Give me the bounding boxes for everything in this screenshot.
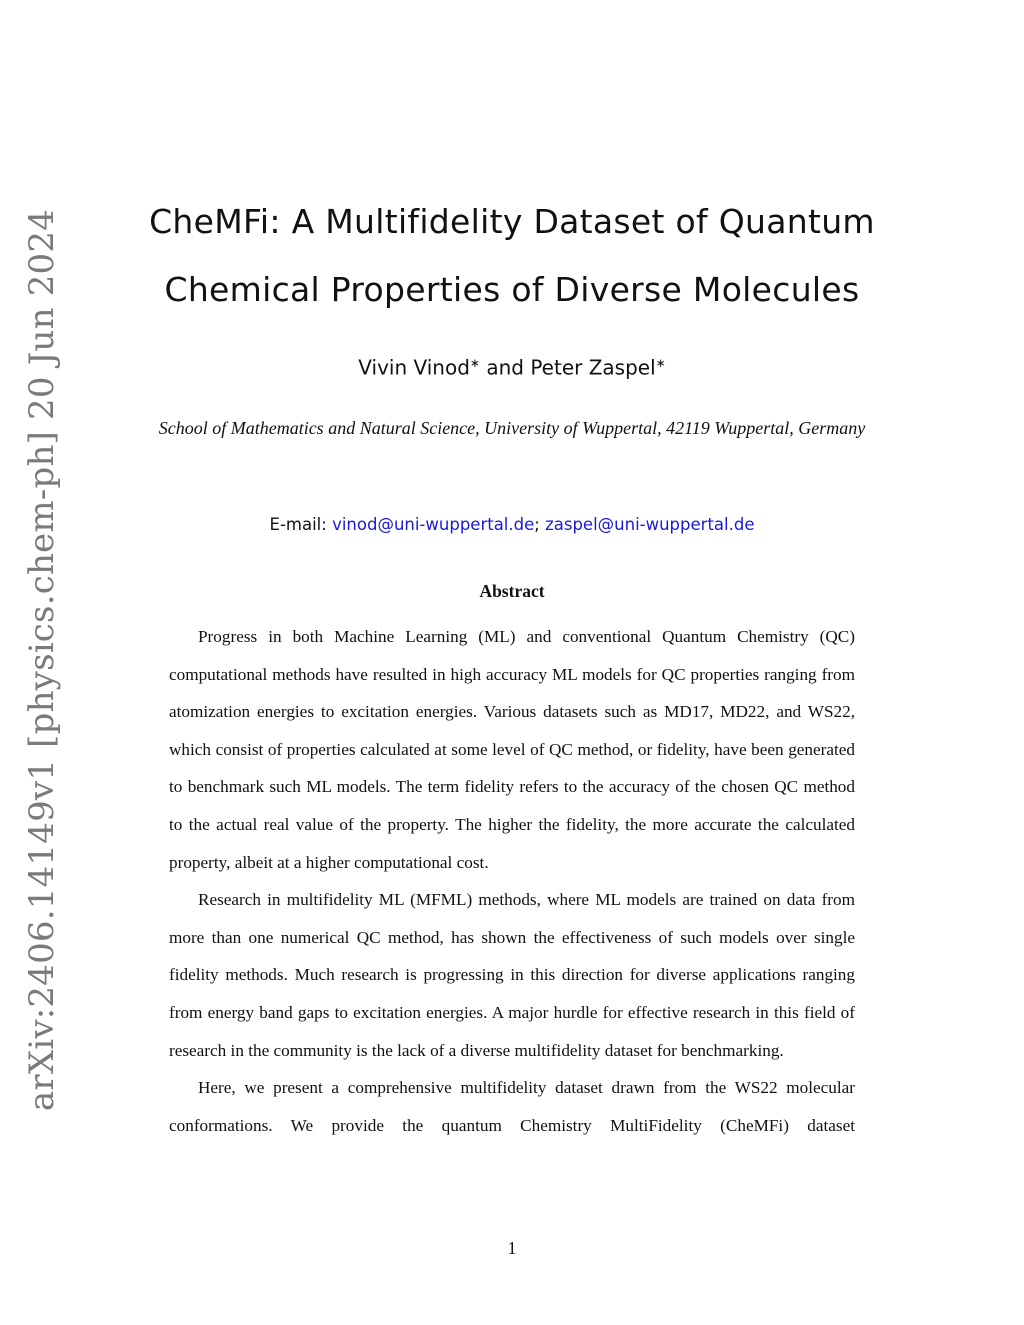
author-name: Peter Zaspel (530, 355, 656, 380)
affiliation: School of Mathematics and Natural Science, University of Wuppertal, 42119 Wuppertal, Germany (158, 418, 866, 438)
arxiv-identifier: arXiv:2406.14149v1 [physics.chem-ph] 20 Jun 2024 (22, 208, 62, 1112)
abstract-body (169, 618, 855, 1144)
corresponding-author-mark: ∗ (655, 356, 666, 370)
abstract-paragraph: Progress in both Machine Learning (ML) and conventional Quantum Chemistry (QC) computational methods have resulted in high accuracy ML models for QC properties ranging from atomization energies to excitation energies. Various datasets such as MD17, MD22, and WS22, which consist of properties calculated at some level of QC method, or fidelity, have been generated to benchmark such ML models. The term fidelity refers to the accuracy of the chosen QC method to the actual real value of the property. The higher the fidelity, the more accurate the calculated property, albeit at a higher computational cost. (169, 627, 855, 872)
email-line (100, 510, 924, 540)
email-link-zaspel[interactable]: zaspel@uni-wuppertal.de (545, 515, 755, 534)
abstract-paragraph: Here, we present a comprehensive multifidelity dataset drawn from the WS22 molecular conformations. We provide the quantum Chemistry MultiFidelity (CheMFi) dataset (169, 1078, 855, 1135)
abstract-heading: Abstract (479, 581, 545, 601)
abstract-paragraph: Research in multifidelity ML (MFML) methods, where ML models are trained on data from more than one numerical QC method, has shown the effectiveness of such models over single fidelity methods. Much research is progressing in this direction for diverse applications ranging from energy band gaps to excitation energies. A major hurdle for effective research in this field of research in the community is the lack of a diverse multifidelity dataset for benchmarking. (169, 890, 855, 1060)
author-connector: and (479, 355, 531, 380)
email-label: E-mail: (269, 515, 327, 534)
title-line-1: CheMFi: A Multifidelity Dataset of Quantum (149, 202, 875, 241)
author-name: Vivin Vinod (358, 355, 470, 380)
author-list (100, 348, 924, 383)
page-number: 1 (507, 1238, 517, 1258)
email-separator: ; (534, 515, 540, 534)
corresponding-author-mark: ∗ (469, 356, 480, 370)
email-link-vinod[interactable]: vinod@uni-wuppertal.de (332, 515, 535, 534)
title-line-2: Chemical Properties of Diverse Molecules (164, 270, 860, 309)
paper-title (100, 188, 924, 324)
